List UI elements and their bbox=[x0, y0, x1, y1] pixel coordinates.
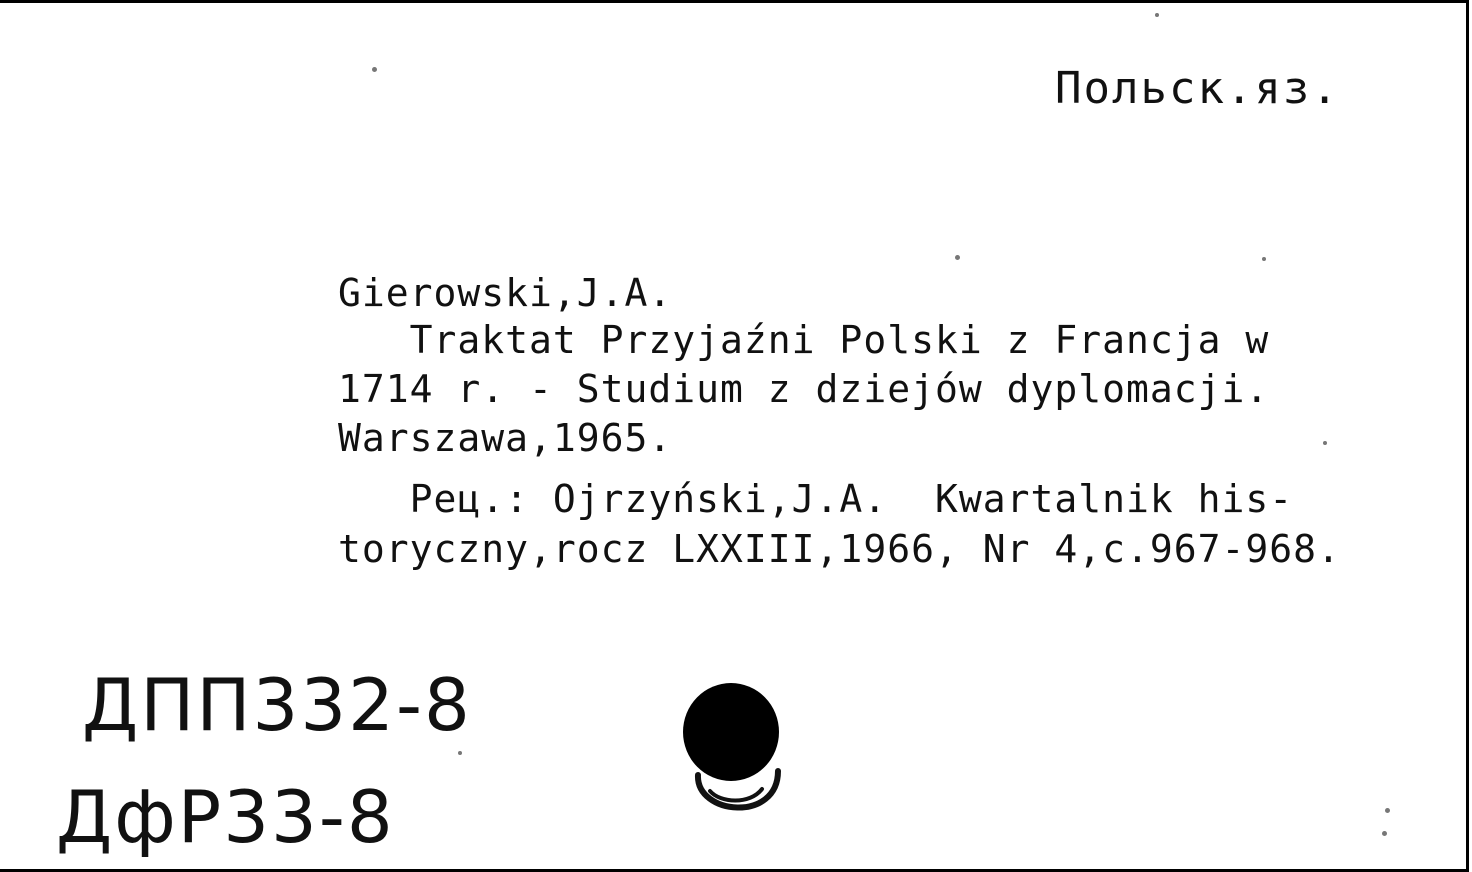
entry-line-title: Traktat Przyjaźni Polski z Francja w bbox=[338, 318, 1270, 362]
entry-line-imprint: Warszawa,1965. bbox=[338, 416, 673, 460]
entry-line-author: Gierowski,J.A. bbox=[338, 271, 673, 315]
entry-line-review-cont: toryczny,rocz LXXIII,1966, Nr 4,c.967-968. bbox=[338, 527, 1341, 571]
paper-speck bbox=[1323, 441, 1327, 445]
card-header-subject: Польск.яз. bbox=[1055, 63, 1340, 114]
paper-speck bbox=[1385, 808, 1390, 813]
paper-speck bbox=[1382, 831, 1387, 836]
shelfmark-2: ДфР33-8 bbox=[56, 775, 395, 859]
paper-speck bbox=[1155, 13, 1159, 17]
shelfmark-1: ДПП332-8 bbox=[82, 663, 472, 747]
entry-line-title-cont: 1714 r. - Studium z dziejów dyplomacji. bbox=[338, 367, 1270, 411]
punch-hole-arc bbox=[690, 745, 786, 827]
paper-speck bbox=[458, 751, 462, 755]
entry-line-review: Рец.: Ojrzyński,J.A. Kwartalnik his- bbox=[338, 477, 1294, 521]
paper-speck bbox=[955, 255, 960, 260]
paper-speck bbox=[1262, 257, 1266, 261]
paper-speck bbox=[372, 67, 377, 72]
